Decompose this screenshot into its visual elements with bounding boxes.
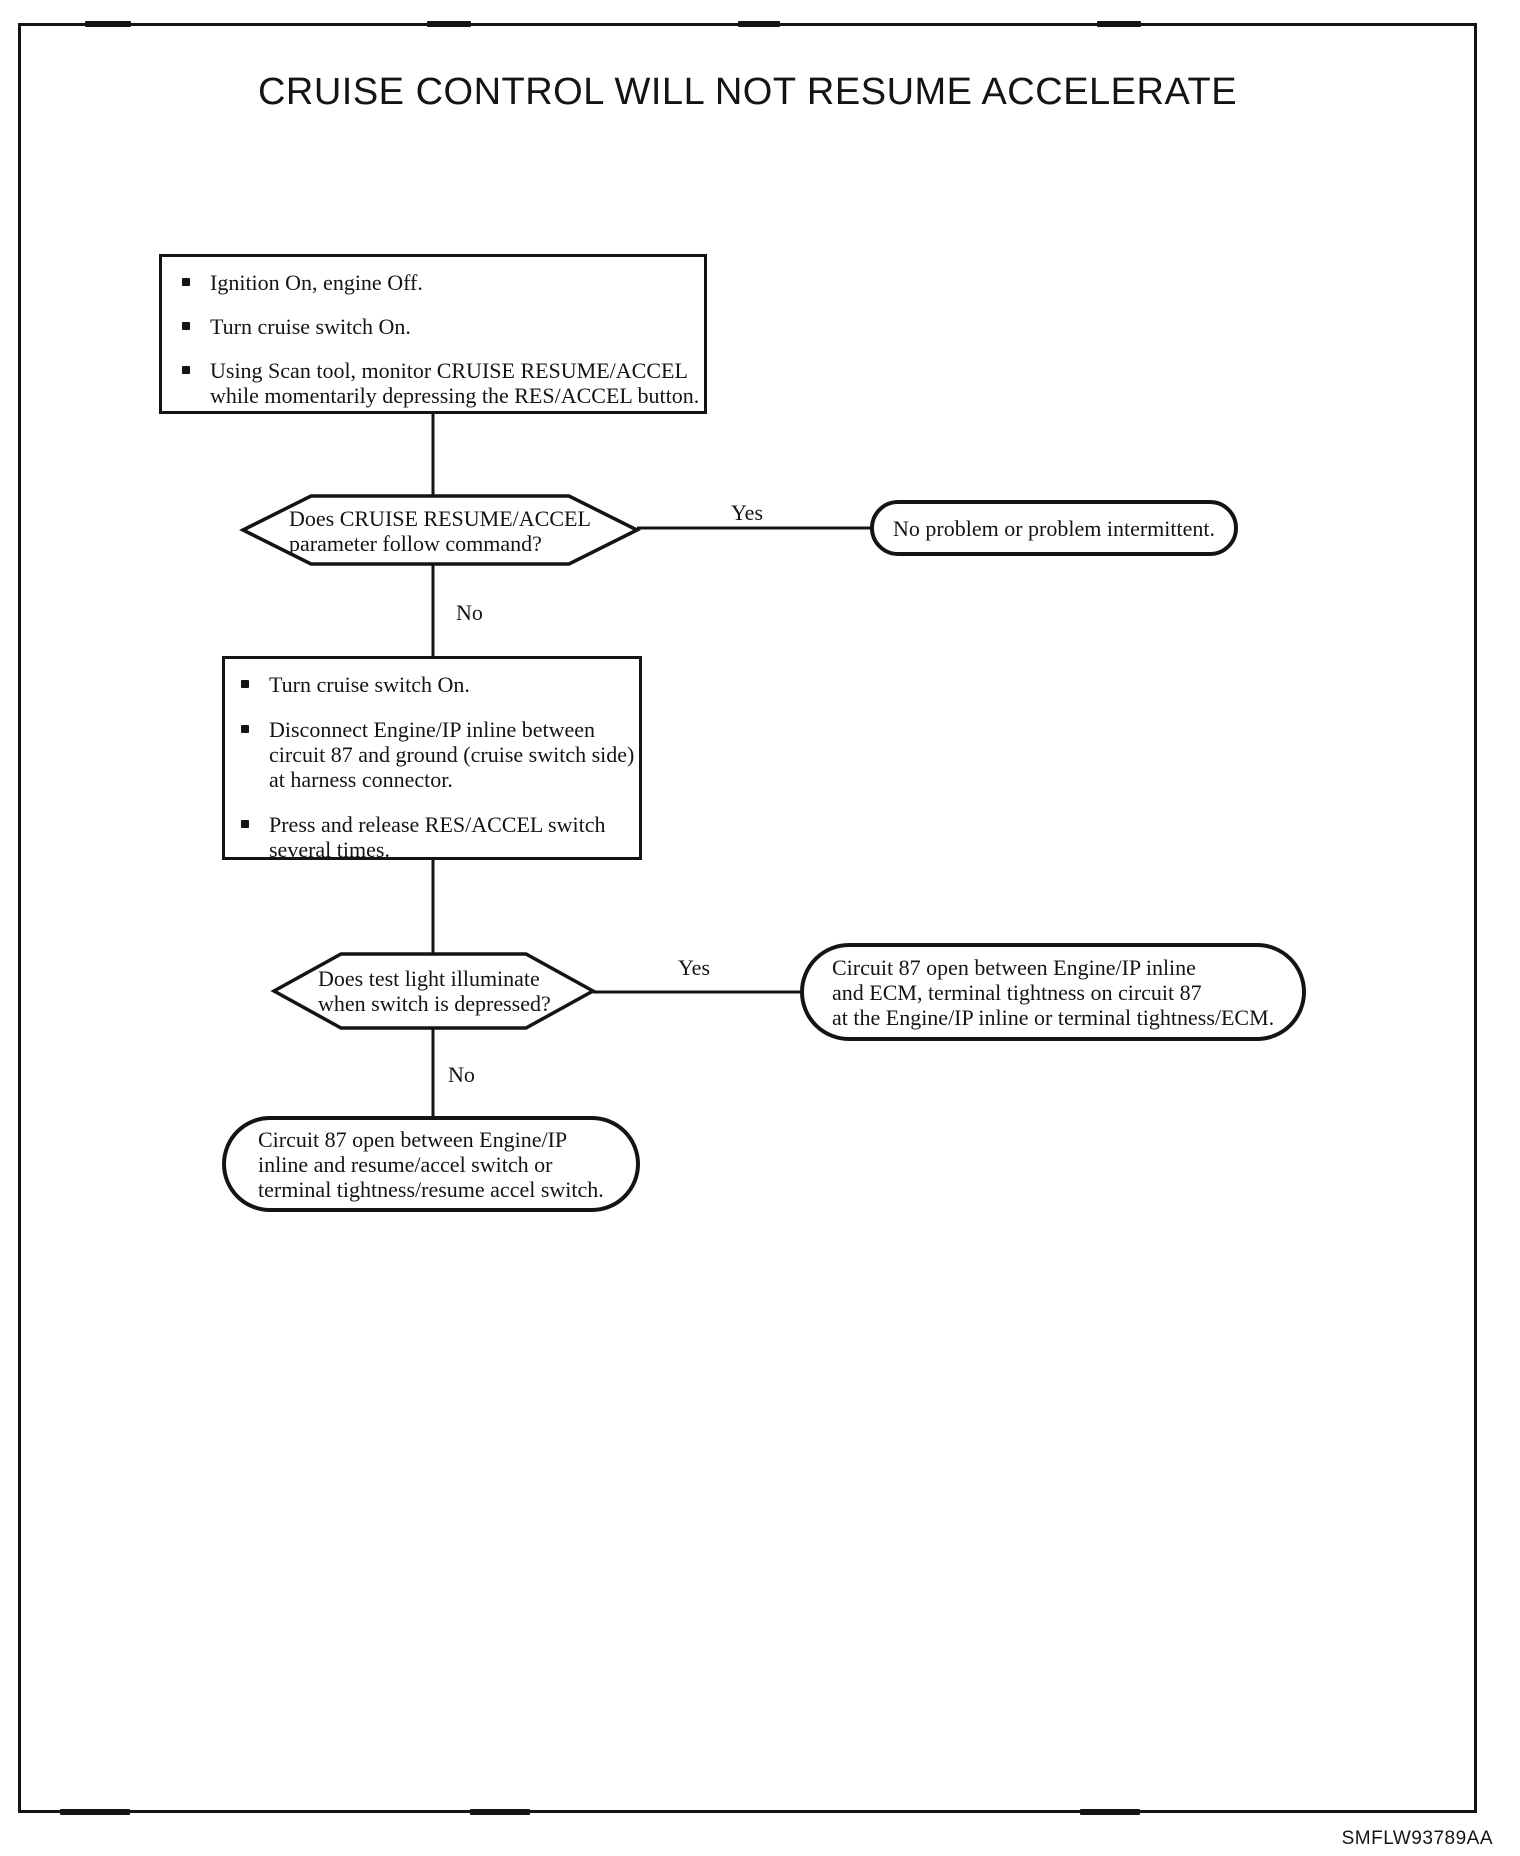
decision-2-text bbox=[318, 966, 551, 1016]
result-circuit-ecm bbox=[800, 943, 1306, 1041]
bullet-icon bbox=[241, 725, 249, 733]
result-line: inline and resume/accel switch or bbox=[258, 1151, 553, 1177]
bullet-icon bbox=[241, 820, 249, 828]
branch-label-no: No bbox=[456, 600, 483, 625]
list-item bbox=[241, 812, 633, 862]
list-item bbox=[241, 717, 633, 792]
list-item bbox=[182, 314, 696, 339]
result-line: Circuit 87 open between Engine/IP bbox=[258, 1126, 568, 1152]
result-line: and ECM, terminal tightness on circuit 87 bbox=[832, 979, 1202, 1005]
decision-line: Does CRUISE RESUME/ACCEL bbox=[289, 506, 591, 531]
bullet-icon bbox=[241, 680, 249, 688]
result-circuit-switch bbox=[222, 1116, 640, 1212]
list-item bbox=[182, 270, 696, 295]
result-line: No problem or problem intermittent. bbox=[893, 515, 1215, 541]
bullet-icon bbox=[182, 322, 190, 330]
step-1-box bbox=[159, 254, 707, 414]
decision-line: Does test light illuminate bbox=[318, 966, 540, 991]
branch-label-yes: Yes bbox=[678, 955, 711, 980]
step-text: several times. bbox=[269, 837, 390, 862]
step-text: Turn cruise switch On. bbox=[269, 672, 470, 697]
step-text: circuit 87 and ground (cruise switch side) bbox=[269, 742, 635, 767]
bullet-icon bbox=[182, 366, 190, 374]
step-text: at harness connector. bbox=[269, 767, 453, 792]
step-text: Disconnect Engine/IP inline between bbox=[269, 717, 596, 742]
result-line: Circuit 87 open between Engine/IP inline bbox=[832, 954, 1196, 980]
branch-label-no: No bbox=[448, 1062, 475, 1087]
step-text: Turn cruise switch On. bbox=[210, 314, 411, 339]
decision-line: parameter follow command? bbox=[289, 531, 542, 556]
decision-1-text bbox=[289, 506, 591, 556]
list-item bbox=[241, 672, 633, 697]
result-line: at the Engine/IP inline or terminal tightness/ECM. bbox=[832, 1004, 1275, 1030]
step-text: Ignition On, engine Off. bbox=[210, 270, 423, 295]
result-no-problem bbox=[870, 500, 1238, 556]
branch-label-yes: Yes bbox=[731, 500, 764, 525]
list-item bbox=[182, 358, 700, 408]
bullet-icon bbox=[182, 278, 190, 286]
step-text: while momentarily depressing the RES/ACCEL button. bbox=[210, 383, 700, 408]
step-text: Using Scan tool, monitor CRUISE RESUME/ACCEL bbox=[210, 358, 688, 383]
decision-line: when switch is depressed? bbox=[318, 991, 551, 1016]
page-title: CRUISE CONTROL WILL NOT RESUME ACCELERATE bbox=[257, 71, 1238, 113]
document-code: SMFLW93789AA bbox=[1341, 1828, 1493, 1849]
result-line: terminal tightness/resume accel switch. bbox=[258, 1176, 604, 1202]
step-text: Press and release RES/ACCEL switch bbox=[269, 812, 606, 837]
step-2-box bbox=[222, 656, 642, 860]
